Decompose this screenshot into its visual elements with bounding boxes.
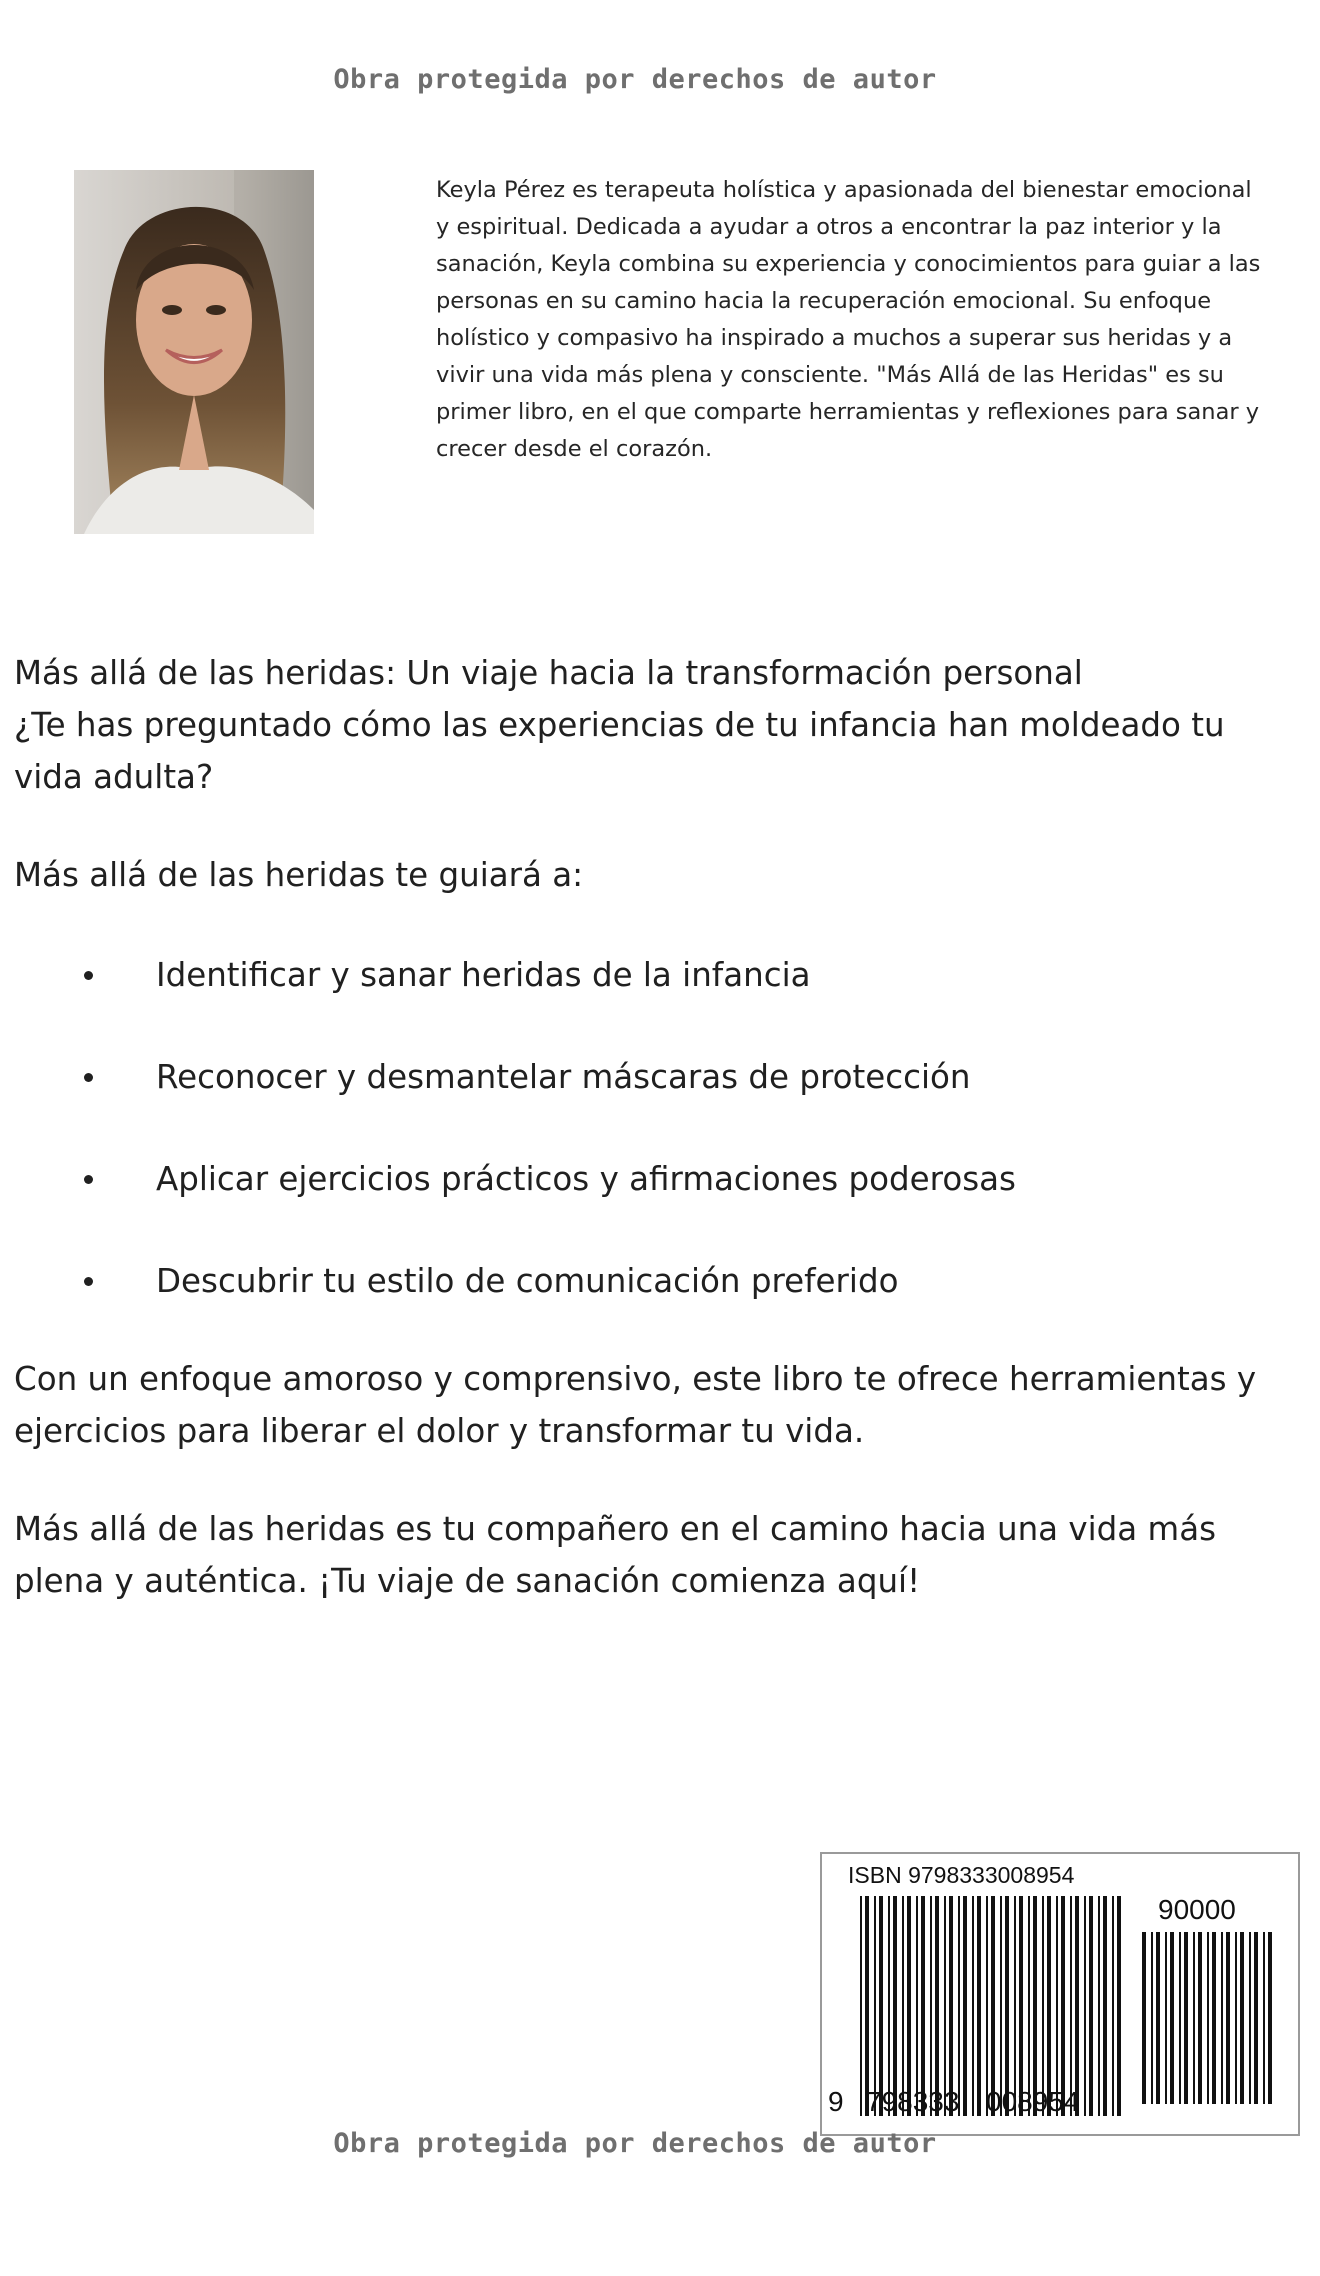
author-portrait-image — [74, 170, 314, 534]
isbn-barcode — [820, 1852, 1300, 2136]
bullet-icon — [84, 1073, 93, 1082]
benefit-list — [14, 949, 1294, 1307]
isbn-addon-code: 90000 — [1158, 1894, 1236, 1925]
benefit-list-item: Descubrir tu estilo de comunicación preferido — [14, 1255, 1294, 1307]
description-paragraph-2: Más allá de las heridas es tu compañero en el camino hacia una vida más plena y auténtica. ¡Tu viaje de sanación comienza aquí! — [14, 1510, 1217, 1600]
author-photo — [74, 170, 314, 534]
bullet-icon — [84, 1175, 93, 1184]
benefit-list-item: Aplicar ejercicios prácticos y afirmaciones poderosas — [14, 1153, 1294, 1205]
benefit-list-item: Reconocer y desmantelar máscaras de protección — [14, 1051, 1294, 1103]
copyright-watermark-top: Obra protegida por derechos de autor — [333, 64, 937, 95]
back-cover-description — [14, 647, 1294, 1607]
bullet-icon — [84, 971, 93, 980]
description-question: ¿Te has preguntado cómo las experiencias de tu infancia han moldeado tu vida adulta? — [14, 706, 1225, 796]
bullet-icon — [84, 1277, 93, 1286]
description-paragraph-1: Con un enfoque amoroso y comprensivo, este libro te ofrece herramientas y ejercicios para liberar el dolor y transformar tu vida. — [14, 1360, 1257, 1450]
copyright-watermark-bottom: Obra protegida por derechos de autor — [333, 2128, 937, 2159]
author-bio: Keyla Pérez es terapeuta holística y apasionada del bienestar emocional y espiritual. Dedicada a ayudar a otros a encontrar la paz interior y la sanación, Keyla combina su experiencia y conocimientos para guiar a las personas en su camino hacia la recuperación emocional. Su enfoque holístico y compasivo ha inspirado a muchos a superar sus heridas y a vivir una vida más plena y consciente. "Más Allá de las Heridas" es su primer libro, en el que comparte herramientas y reflexiones para sanar y crecer desde el corazón. — [436, 177, 1261, 462]
barcode-digit-first: 9 — [828, 2086, 844, 2117]
benefit-list-item: Identificar y sanar heridas de la infancia — [14, 949, 1294, 1001]
isbn-label: ISBN 9798333008954 — [848, 1862, 1075, 1888]
barcode-digits-left: 798333 — [866, 2086, 960, 2117]
description-intro: Más allá de las heridas te guiará a: — [14, 856, 584, 894]
description-headline: Más allá de las heridas: Un viaje hacia la transformación personal — [14, 654, 1083, 692]
barcode-digits-right: 008954 — [986, 2086, 1080, 2117]
